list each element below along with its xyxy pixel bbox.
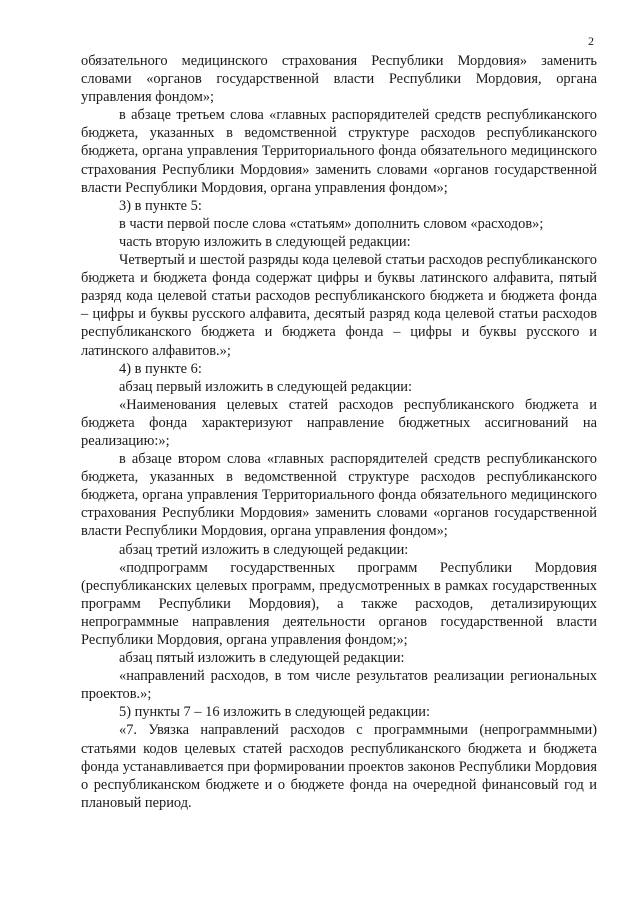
- document-body: [81, 52, 597, 812]
- paragraph: абзац первый изложить в следующей редакции:: [119, 378, 413, 395]
- paragraph: в абзаце третьем слова «главных распорядителей средств республиканского бюджета, указанных в ведомственной структуре расходов республиканского бюджета, органа управления Территориального фонда обязательного медицинского страхования Республики Мордовия» заменить словами «органов государственной власти Республики Мордовия, органа управления фондом»;: [81, 107, 597, 196]
- paragraph: часть вторую изложить в следующей редакции:: [119, 233, 411, 250]
- paragraph: в части первой после слова «статьям» дополнить словом «расходов»;: [119, 215, 544, 232]
- paragraph: абзац третий изложить в следующей редакции:: [119, 541, 409, 558]
- paragraph: обязательного медицинского страхования Республики Мордовия» заменить словами «органов государственной власти Республики Мордовия, органа управления фондом»;: [81, 53, 597, 106]
- paragraph: Четвертый и шестой разряды кода целевой статьи расходов республиканского бюджета и бюджета фонда содержат цифры и буквы латинского алфавита, пятый разряд кода целевой статьи расходов республиканского бюджета и бюджета фонда – цифры и буквы русского алфавита, десятый разряд кода целевой статьи расходов республиканского бюджета и бюджета фонда – цифры и буквы русского и латинского алфавитов.»;: [81, 252, 597, 359]
- paragraph: «7. Увязка направлений расходов с программными (непрограммными) статьями кодов целевых статей расходов республиканского бюджета и бюджета фонда устанавливается при формировании проектов законов Республики Мордовия о республиканском бюджете и о бюджете фонда на очередной финансовый год и плановый период.: [81, 722, 597, 811]
- paragraph: «направлений расходов, в том числе результатов реализации региональных проектов.»;: [81, 668, 597, 703]
- paragraph: абзац пятый изложить в следующей редакции:: [119, 650, 405, 667]
- paragraph: «подпрограмм государственных программ Республики Мордовия (республиканских целевых программ, предусмотренных в рамках государственных программ Республики Мордовия), а также расходов, детализирующих непрограммные направления деятельности органов государственной власти Республики Мордовия, органа управления фондом;»;: [81, 559, 597, 648]
- paragraph: 5) пункты 7 – 16 изложить в следующей редакции:: [119, 704, 430, 721]
- paragraph: в абзаце втором слова «главных распорядителей средств республиканского бюджета, указанных в ведомственной структуре расходов республиканского бюджета, органа управления Территориального фонда обязательного медицинского страхования Республики Мордовия» заменить словами «органов государственной власти Республики Мордовия, органа управления фондом»;: [81, 451, 597, 540]
- paragraph: 3) в пункте 5:: [119, 197, 202, 214]
- paragraph: 4) в пункте 6:: [119, 360, 202, 377]
- paragraph: «Наименования целевых статей расходов республиканского бюджета и бюджета фонда характеризуют направление бюджетных ассигнований на реализацию:»;: [81, 396, 597, 449]
- page-number: 2: [588, 34, 594, 48]
